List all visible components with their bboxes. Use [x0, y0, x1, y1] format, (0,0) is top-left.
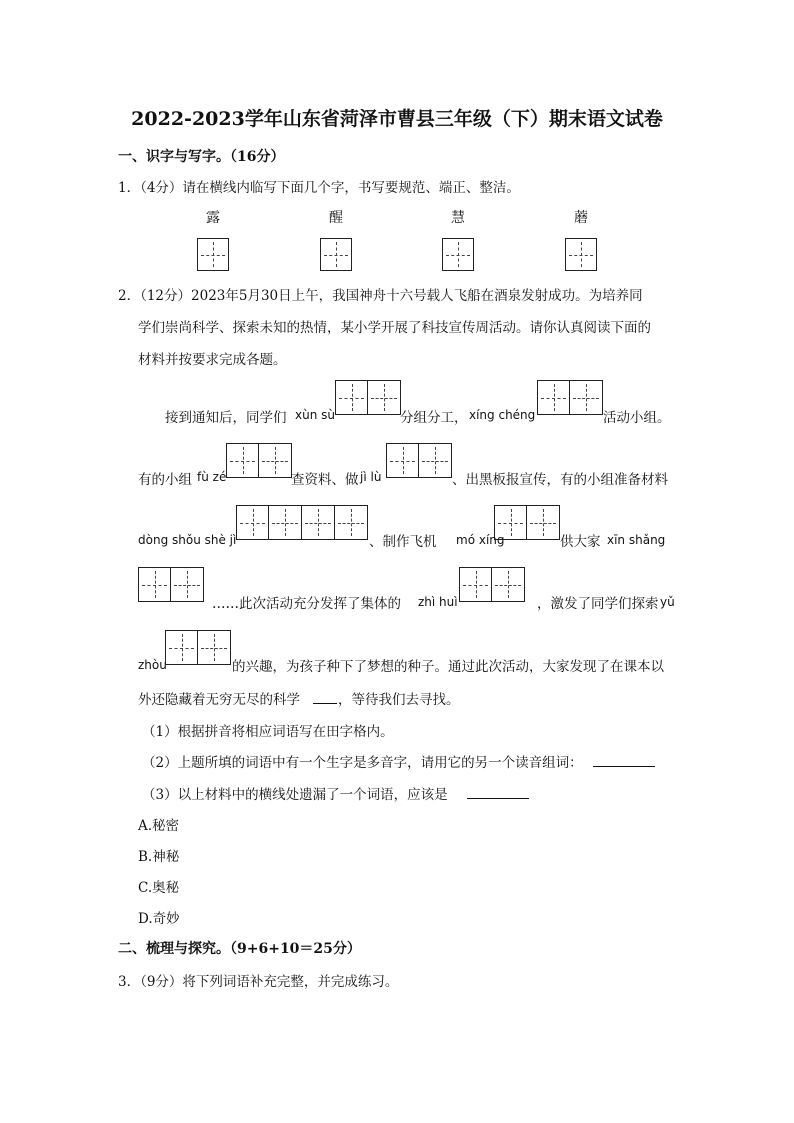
question-2-line-2: 学们崇尚科学、探索未知的热情，某小学开展了科技宣传周活动。请你认真阅读下面的	[138, 320, 651, 336]
passage-text: 有的小组	[138, 472, 192, 488]
question-2-line-1: 2．（12分）2023年5月30日上午，我国神舟十六号载人飞船在酒泉发射成功。为培养同	[118, 288, 643, 304]
answer-blank-2[interactable]	[593, 751, 655, 767]
passage-text: 的兴趣，为孩子种下了梦想的种子。通过此次活动，大家发现了在课本以	[232, 659, 664, 675]
answer-grid-fuze[interactable]	[226, 443, 292, 478]
section-2-heading: 二、梳理与探究。（9+6+10＝25分）	[118, 941, 361, 957]
answer-grid-xingcheng[interactable]	[537, 380, 603, 415]
passage-text: 外还隐藏着无穷无尽的科学	[138, 692, 300, 708]
pinyin-label: xùn sù	[295, 408, 335, 422]
writing-grid-2[interactable]	[320, 238, 352, 271]
sub-question-2: （2）上题所填的词语中有一个生字是多音字，请用它的另一个读音组词：	[142, 755, 583, 771]
passage-text: 、制作飞机	[369, 534, 437, 550]
question-3: 3．（9分）将下列词语补充完整，并完成练习。	[118, 974, 399, 990]
passage-text: 、出黑板报宣传，有的小组准备材料	[452, 472, 668, 488]
passage-text: 供大家	[560, 534, 601, 550]
question-2-line-3: 材料并按要求完成各题。	[138, 352, 287, 368]
passage-text: 活动小组。	[603, 410, 671, 426]
pinyin-label: zhì huì	[418, 595, 458, 609]
page-title: 2022-2023学年山东省菏泽市曹县三年级（下）期末语文试卷	[131, 108, 663, 130]
question-1: 1．（4分）请在横线内临写下面几个字，书写要规范、端正、整洁。	[118, 180, 520, 196]
writing-grid-3[interactable]	[442, 238, 474, 271]
answer-grid-xunsu[interactable]	[335, 380, 401, 415]
answer-grid-xinshang[interactable]	[138, 567, 204, 602]
pinyin-label: xīn shǎng	[607, 533, 666, 547]
writing-grid-4[interactable]	[565, 238, 597, 271]
passage-text: ，等待我们去寻找。	[338, 692, 460, 708]
option-d[interactable]: D.奇妙	[138, 911, 180, 927]
writing-grid-1[interactable]	[197, 238, 229, 271]
passage-text: 查资料、做	[291, 472, 359, 488]
passage-text: ，激发了同学们探索	[537, 596, 659, 612]
fill-blank-line[interactable]	[313, 688, 337, 704]
copy-char-3: 慧	[451, 210, 465, 226]
passage-text: 分组分工，	[400, 410, 468, 426]
sub-question-3: （3）以上材料中的横线处遗漏了一个词语，应该是	[142, 787, 448, 803]
answer-grid-jilu[interactable]	[386, 443, 452, 478]
option-a[interactable]: A.秘密	[138, 818, 180, 834]
option-b[interactable]: B.神秘	[138, 849, 180, 865]
answer-grid-yuzhou[interactable]	[165, 630, 231, 665]
answer-grid-zhihui[interactable]	[459, 567, 525, 602]
pinyin-label: dòng shǒu shè jì	[138, 533, 237, 547]
passage-text: 接到通知后，同学们	[165, 410, 287, 426]
passage-text: ……此次活动充分发挥了集体的	[212, 596, 401, 612]
answer-grid-dongshousheji[interactable]	[236, 505, 368, 540]
answer-grid-moxing[interactable]	[494, 505, 560, 540]
answer-blank-3[interactable]	[467, 783, 529, 799]
copy-char-4: 蘑	[574, 210, 588, 226]
pinyin-label: fù zé	[197, 470, 227, 484]
pinyin-label: jì lù	[360, 470, 382, 484]
copy-char-1: 露	[206, 210, 220, 226]
pinyin-label: xíng chéng	[469, 408, 536, 422]
copy-char-2: 醒	[329, 210, 343, 226]
pinyin-label: zhòu	[138, 658, 167, 672]
sub-question-1: （1）根据拼音将相应词语写在田字格内。	[142, 724, 394, 740]
option-c[interactable]: C.奥秘	[138, 880, 180, 896]
pinyin-label: mó xíng	[456, 533, 505, 547]
section-1-heading: 一、识字与写字。（16分）	[118, 149, 285, 165]
pinyin-label: yǔ	[660, 595, 675, 609]
